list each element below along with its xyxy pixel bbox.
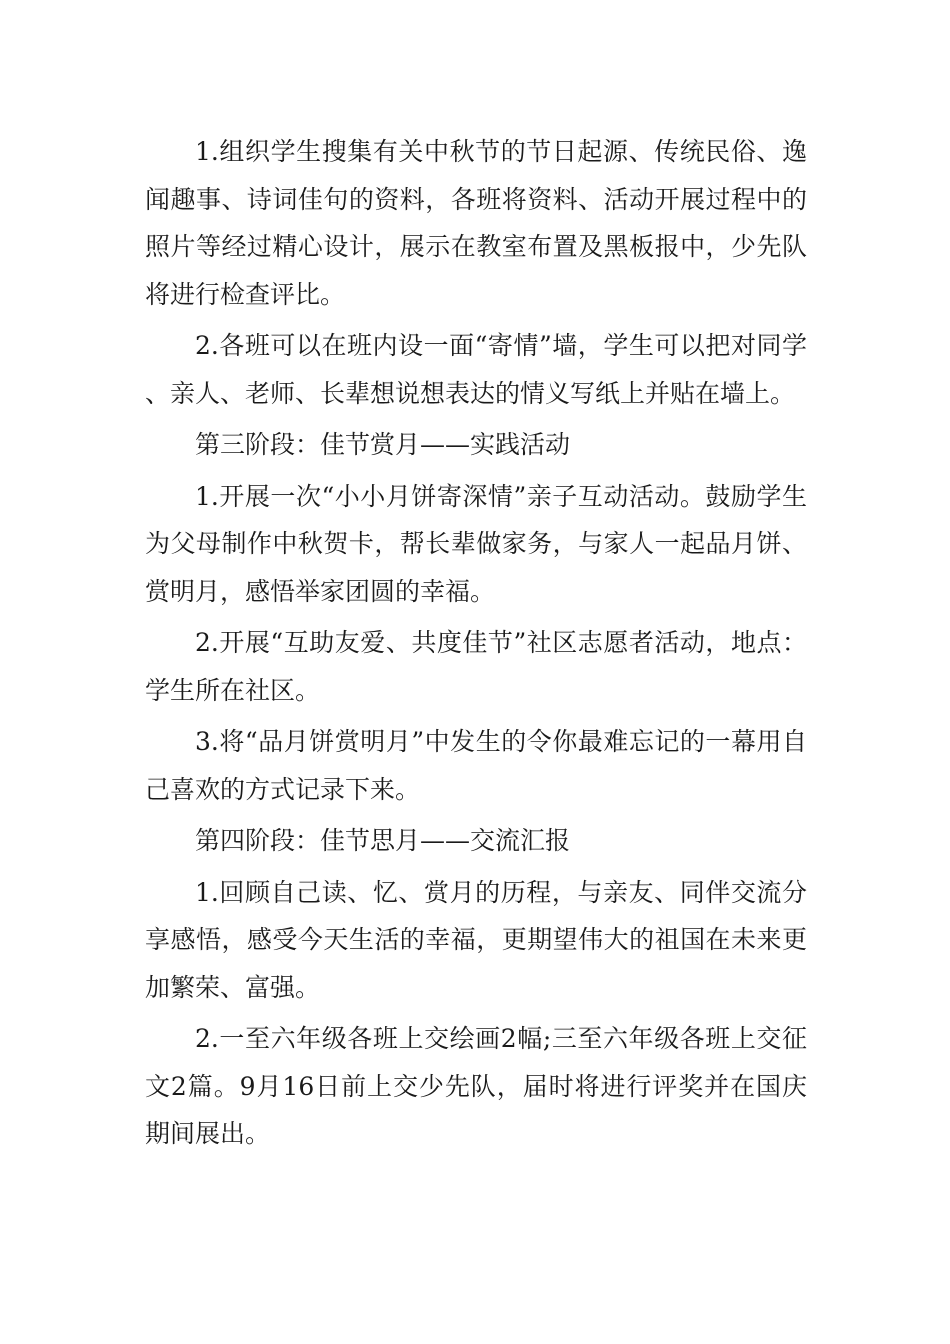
section-heading-stage-four: 第四阶段：佳节思月——交流汇报 (195, 826, 571, 855)
paragraph-volunteer-activity: 2.开展“互助友爱、共度佳节”社区志愿者活动，地点：学生所在社区。 (145, 628, 807, 705)
paragraph-message-wall: 2.各班可以在班内设一面“寄情”墙，学生可以把对同学、亲人、老师、长辈想说想表达的情义写纸上并贴在墙上。 (145, 331, 807, 408)
paragraph-record-moment: 3.将“品月饼赏明月”中发生的令你最难忘记的一幕用自己喜欢的方式记录下来。 (145, 727, 807, 804)
section-heading-stage-three: 第三阶段：佳节赏月——实践活动 (195, 430, 571, 459)
document-page (145, 128, 807, 1162)
paragraph-collect-materials: 1.组织学生搜集有关中秋节的节日起源、传统民俗、逸闻趣事、诗词佳句的资料，各班将资料、活动开展过程中的照片等经过精心设计，展示在教室布置及黑板报中，少先队将进行检查评比。 (145, 137, 807, 309)
paragraph-mooncake-activity: 1.开展一次“小小月饼寄深情”亲子互动活动。鼓励学生为父母制作中秋贺卡，帮长辈做家务，与家人一起品月饼、赏明月，感悟举家团圆的幸福。 (145, 481, 807, 606)
paragraph-submit-works: 2.一至六年级各班上交绘画2幅;三至六年级各班上交征文2篇。9月16日前上交少先队，届时将进行评奖并在国庆期间展出。 (145, 1024, 807, 1148)
paragraph-review-share: 1.回顾自己读、忆、赏月的历程，与亲友、同伴交流分享感悟，感受今天生活的幸福，更期望伟大的祖国在未来更加繁荣、富强。 (145, 877, 807, 1002)
